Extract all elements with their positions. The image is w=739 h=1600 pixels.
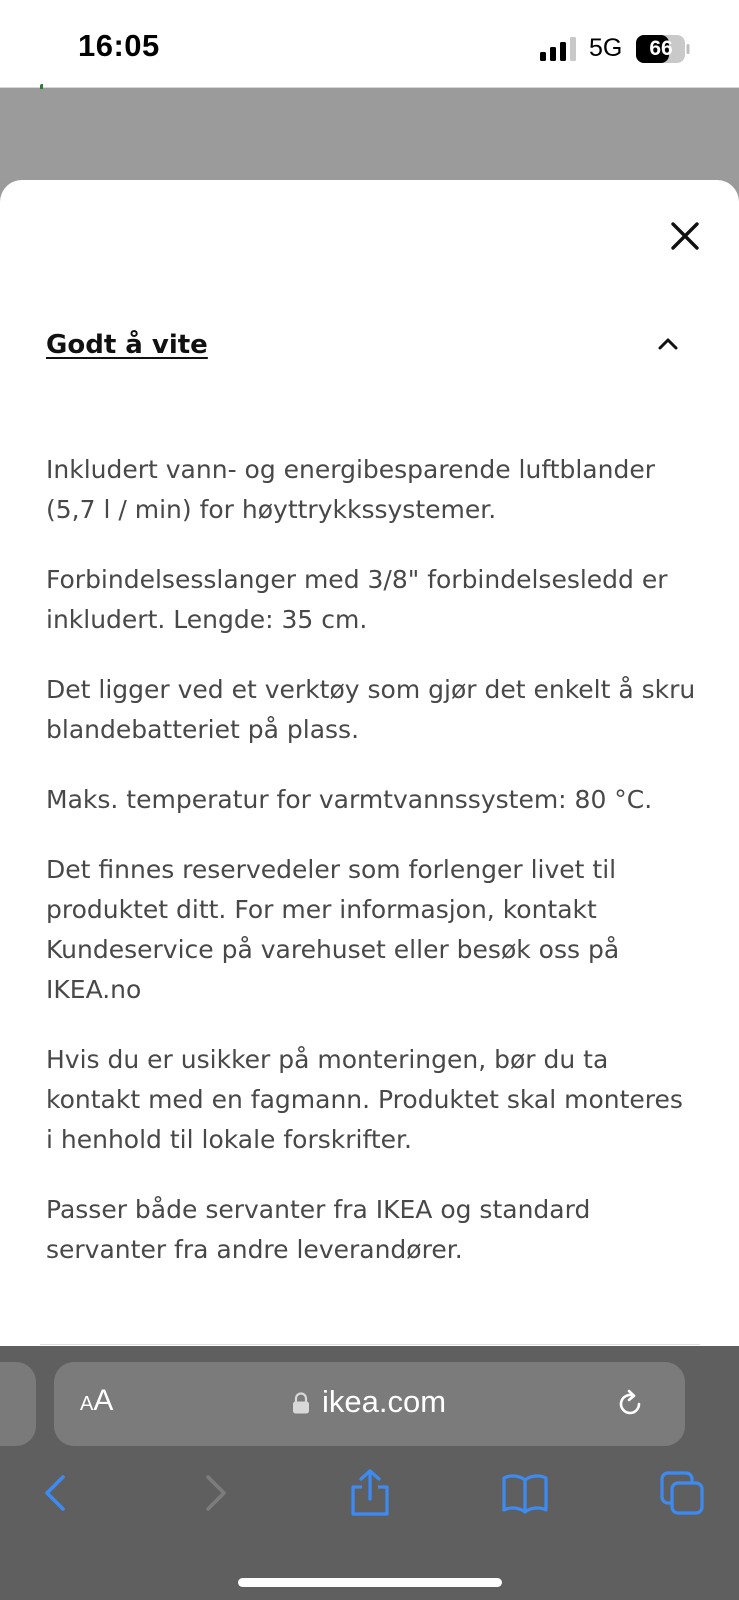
section-content — [46, 450, 696, 1300]
section-title: Godt å vite — [46, 330, 208, 360]
previous-tab-peek[interactable] — [0, 1362, 36, 1446]
divider — [40, 1344, 700, 1345]
browser-toolbar — [0, 1346, 739, 1600]
signal-strength-icon — [540, 37, 580, 61]
back-icon[interactable] — [31, 1468, 81, 1518]
address-bar[interactable] — [54, 1362, 685, 1446]
text-size-button[interactable] — [80, 1384, 113, 1424]
lock-icon — [292, 1392, 310, 1414]
dimmed-backdrop[interactable] — [0, 89, 739, 181]
battery-level: 66 — [649, 37, 673, 60]
info-paragraph: Hvis du er usikker på monteringen, bør du ta kontakt med en fagmann. Produktet skal monteres i henhold til lokale forskrifter. — [46, 1045, 683, 1154]
info-paragraph: Maks. temperatur for varmtvannssystem: 80 °C. — [46, 785, 653, 814]
text-size-big-glyph: A — [93, 1384, 114, 1417]
reload-icon[interactable] — [614, 1388, 646, 1420]
status-bar — [0, 0, 739, 88]
bookmarks-icon[interactable] — [500, 1468, 550, 1518]
text-size-small-glyph: A — [80, 1393, 94, 1415]
network-label: 5G — [589, 34, 623, 62]
chevron-up-icon — [656, 332, 680, 356]
status-time: 16:05 — [78, 28, 160, 63]
forward-icon[interactable] — [190, 1468, 240, 1518]
home-indicator[interactable] — [238, 1578, 502, 1587]
info-paragraph: Det ligger ved et verktøy som gjør det enkelt å skru blandebatteriet på plass. — [46, 675, 696, 744]
accordion-header[interactable] — [46, 320, 696, 368]
info-sheet — [0, 180, 739, 1346]
info-paragraph: Forbindelsesslanger med 3/8" forbindelsesledd er inkludert. Lengde: 35 cm. — [46, 565, 668, 634]
info-paragraph: Inkludert vann- og energibesparende luftblander (5,7 l / min) for høyttrykkssystemer. — [46, 455, 655, 524]
close-icon[interactable] — [665, 216, 705, 256]
info-paragraph: Passer både servanter fra IKEA og standard servanter fra andre leverandører. — [46, 1195, 591, 1264]
info-paragraph: Det finnes reservedeler som forlenger livet til produktet ditt. For mer informasjon, kontakt Kundeservice på varehuset eller besøk oss på IKEA.no — [46, 855, 620, 1004]
share-icon[interactable] — [345, 1468, 395, 1518]
url-text: ikea.com — [322, 1384, 447, 1419]
tabs-icon[interactable] — [658, 1468, 708, 1518]
